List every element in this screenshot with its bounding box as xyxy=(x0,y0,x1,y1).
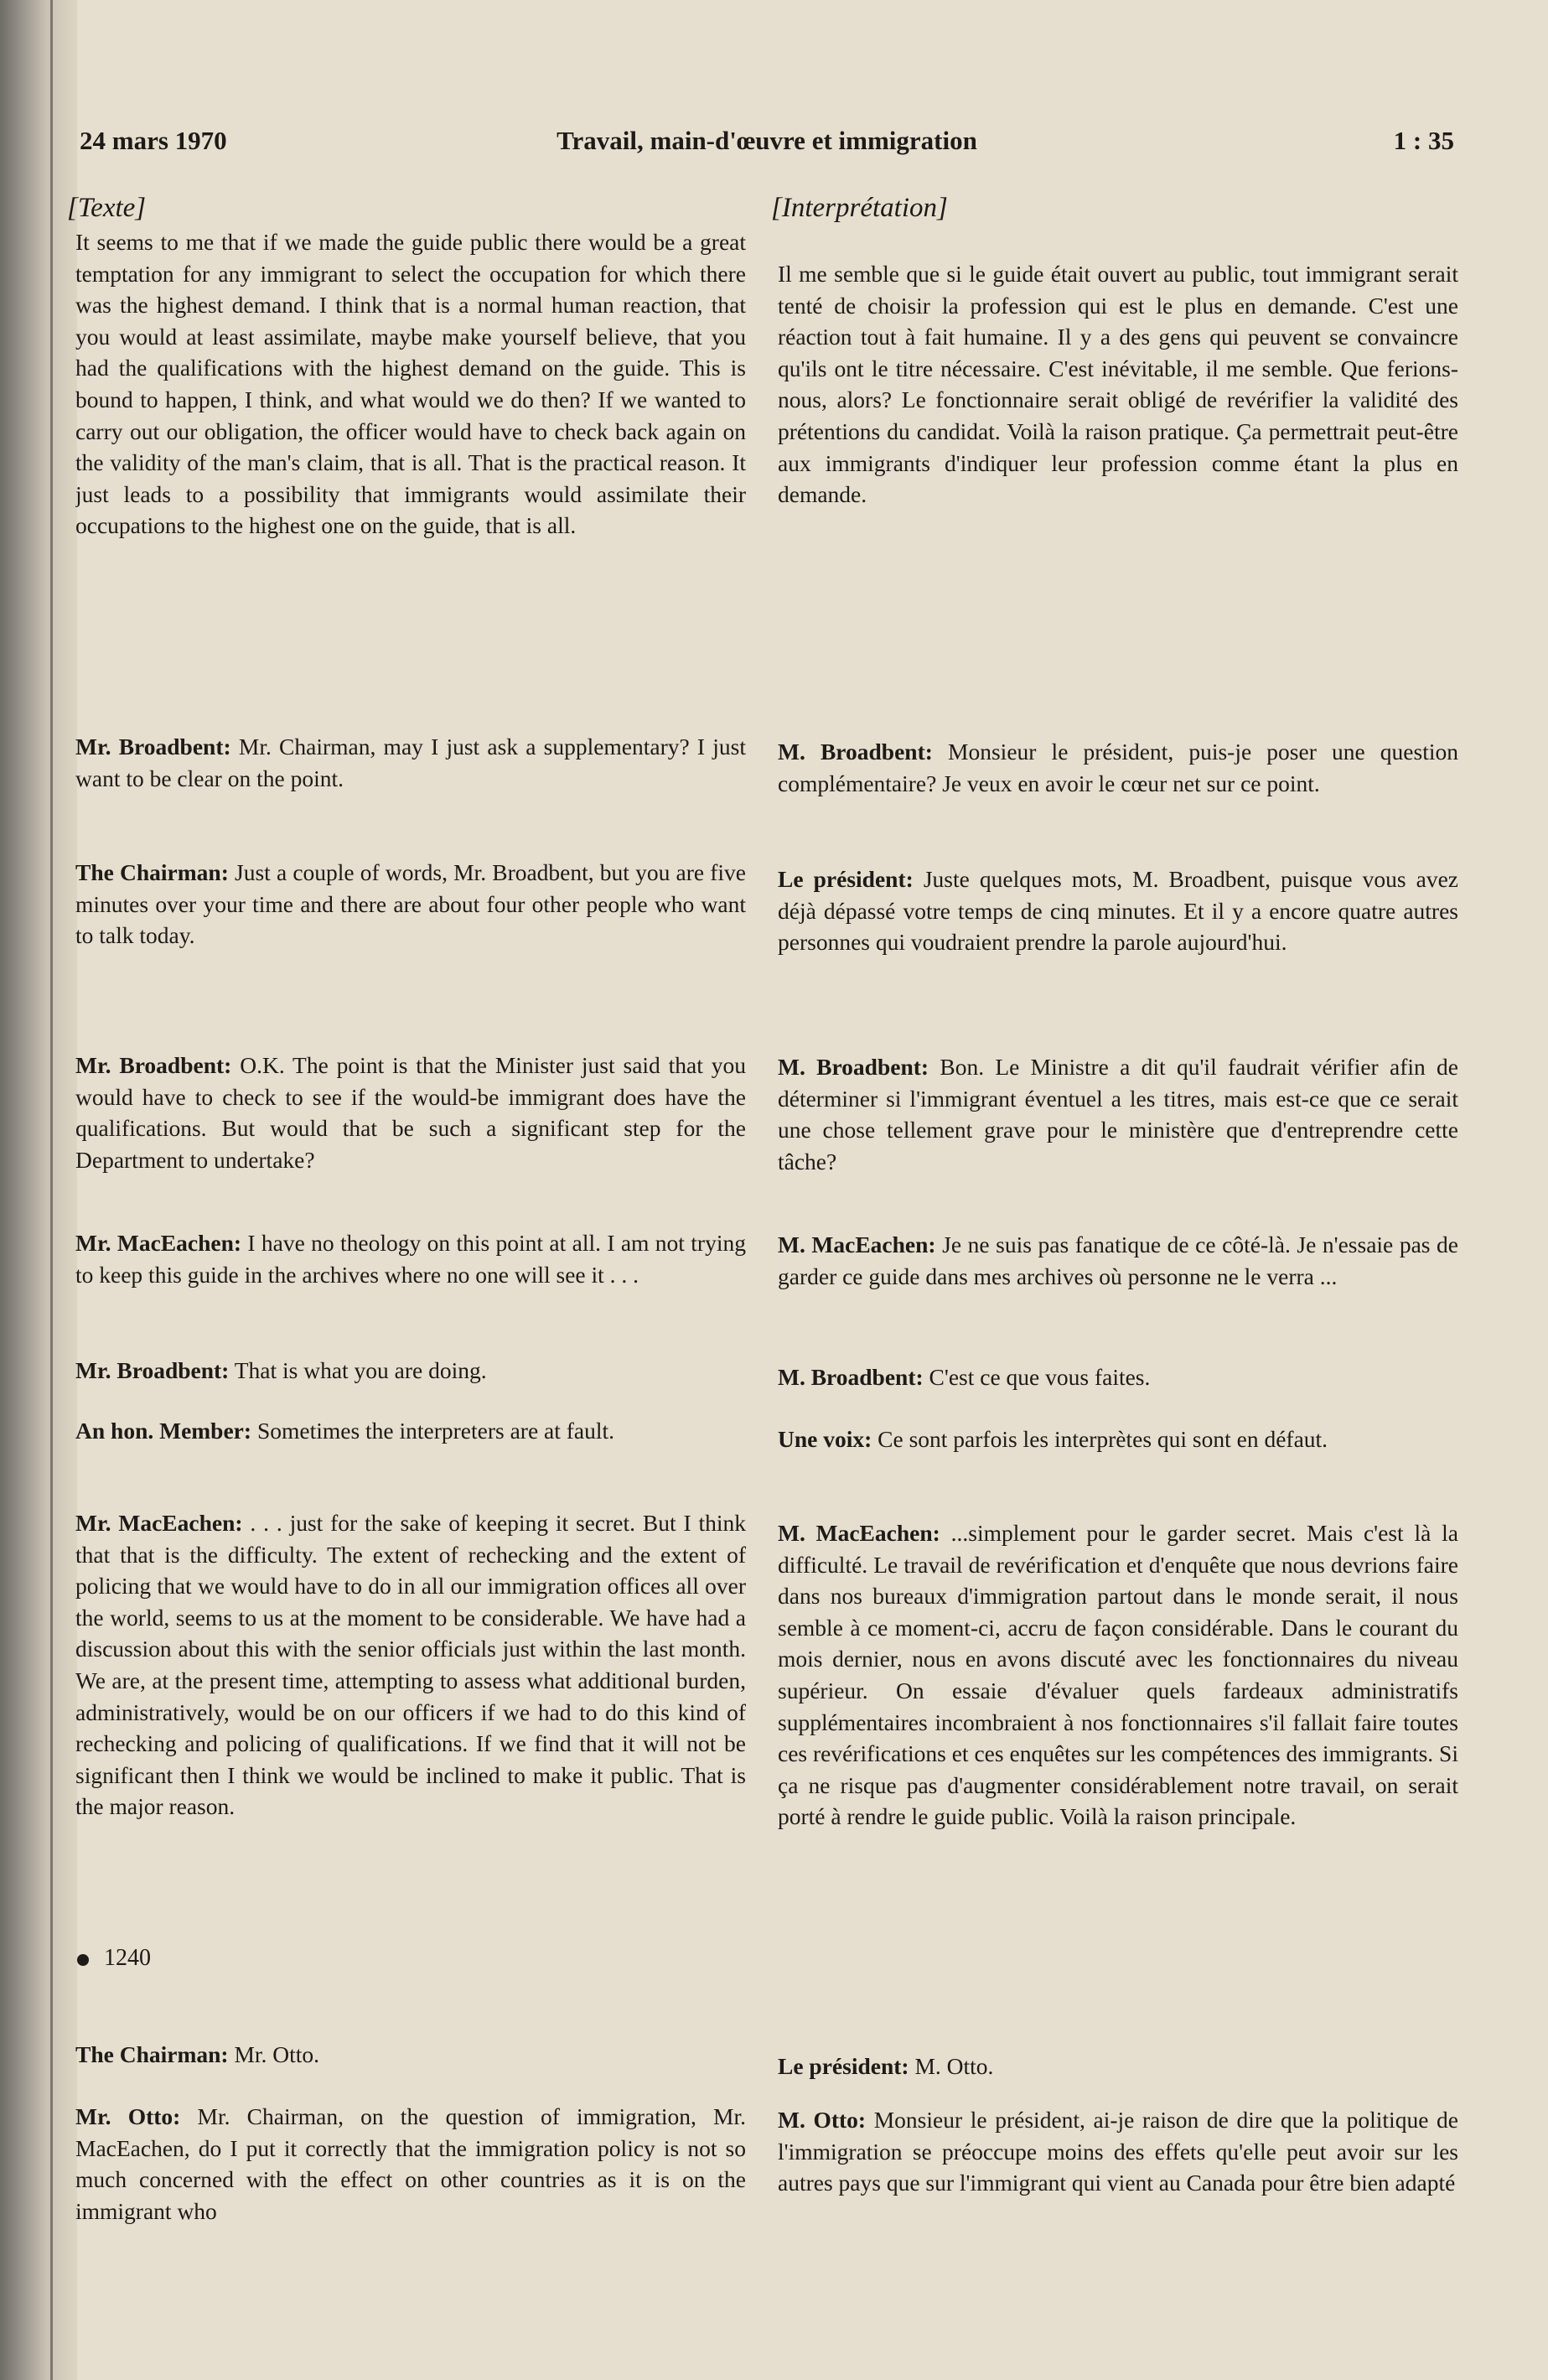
speaker-name: The Chairman: xyxy=(75,2041,229,2067)
english-paragraph xyxy=(75,1507,746,1823)
speech-text: Mr. Chairman, may I just ask a supplementary? I just want to be clear on the point. xyxy=(75,734,746,791)
speaker-name: Une voix: xyxy=(778,1426,872,1452)
english-paragraph xyxy=(75,731,746,794)
english-paragraph xyxy=(75,2039,746,2071)
header-date: 24 mars 1970 xyxy=(80,126,227,155)
speech-text: Monsieur le président, puis-je poser une question complémentaire? Je veux en avoir le cœur net sur ce point. xyxy=(778,739,1458,796)
speaker-name: Mr. MacEachen: xyxy=(75,1230,242,1256)
english-paragraph xyxy=(75,226,746,542)
speech-text: Just a couple of words, Mr. Broadbent, but you are five minutes over your time and there are about four other people who want to talk today. xyxy=(75,859,746,949)
header-title: Travail, main-d'œuvre et immigration xyxy=(557,126,977,155)
french-paragraph xyxy=(778,1361,1458,1393)
speech-text: Ce sont parfois les interprètes qui sont en défaut. xyxy=(878,1426,1328,1452)
speech-text: Il me semble que si le guide était ouvert au public, tout immigrant serait tenté de choisir la profession qui est le plus en demande. C'est une réaction tout à fait humaine. Il y a des gens qui peuvent se convaincre qu'ils ont le titre nécessaire. C'est inévitable, il me semble. Que ferions-nous, alors? Le fonctionnaire serait obligé de revérifier la validité des prétentions du candidat. Voilà la raison pratique. Ça permettrait peut-être aux immigrants d'indiquer leur profession comme étant la plus en demande. xyxy=(778,261,1458,508)
speech-text: Bon. Le Ministre a dit qu'il faudrait vérifier afin de déterminer si l'immigrant éventuel a les titres, mais est-ce que ce serait une chose tellement grave pour le ministère que d'entreprendre cette tâche? xyxy=(778,1054,1458,1174)
speaker-name: M. Broadbent: xyxy=(778,739,933,765)
speech-text: That is what you are doing. xyxy=(234,1357,487,1383)
french-paragraph xyxy=(778,258,1458,511)
french-paragraph xyxy=(778,2051,1458,2082)
speech-text: I have no theology on this point at all. I am not trying to keep this guide in the archives where no one will see it . . . xyxy=(75,1230,746,1288)
speaker-name: Mr. Otto: xyxy=(75,2103,181,2129)
english-paragraph xyxy=(75,1227,746,1290)
speaker-name: M. Broadbent: xyxy=(778,1054,929,1080)
book-gutter xyxy=(0,0,77,2380)
english-paragraph xyxy=(75,1050,746,1175)
speaker-name: The Chairman: xyxy=(75,859,229,885)
speaker-name: Le président: xyxy=(778,866,914,892)
english-paragraph xyxy=(75,857,746,951)
bullet-icon xyxy=(77,1954,89,1966)
time-marker xyxy=(77,1945,151,1972)
speaker-name: M. MacEachen: xyxy=(778,1231,936,1257)
time-marker-text: 1240 xyxy=(104,1945,151,1971)
speaker-name: M. Otto: xyxy=(778,2107,867,2133)
french-paragraph xyxy=(778,1517,1458,1833)
running-header xyxy=(80,126,1454,159)
column-label-interpretation: [Interprétation] xyxy=(771,193,948,223)
speech-text: Sometimes the interpreters are at fault. xyxy=(256,1418,615,1444)
speech-text: M. Otto. xyxy=(914,2053,994,2079)
speech-text: It seems to me that if we made the guide public there would be a great temptation for any immigrant to select the occupation for which there was the highest demand. I think that is a normal human reaction, that you would at least assimilate, maybe make yourself believe, that you had the qualifications with the highest demand on the guide. This is bound to happen, I think, and what would we do then? If we wanted to carry out our obligation, the officer would have to check back again on the validity of the man's claim, that is all. That is the practical reason. It just leads to a possibility that immigrants would assimilate their occupations to the highest one on the guide, that is all. xyxy=(75,229,746,539)
speech-text: C'est ce que vous faites. xyxy=(929,1364,1151,1390)
speech-text: Je ne suis pas fanatique de ce côté-là. Je n'essaie pas de garder ce guide dans mes archives où personne ne le verra ... xyxy=(778,1231,1458,1289)
speech-text: Monsieur le président, ai-je raison de dire que la politique de l'immigration se préoccupe moins des effets qu'elle peut avoir sur les autres pays que sur l'immigrant qui vient au Canada pour être bien adapté xyxy=(778,2107,1458,2196)
speech-text: . . . just for the sake of keeping it secret. But I think that that is the difficulty. The extent of rechecking and the extent of policing that we would have to do in all our immigration offices all over the world, seems to us at the moment to be considerable. We have had a discussion about this with the senior officials just within the last month. We are, at the present time, attempting to assess what additional burden, administratively, would be on our officers if we had to do this kind of rechecking and policing of qualifications. If we find that it will not be significant then I think we would be inclined to make it public. That is the major reason. xyxy=(75,1510,746,1820)
speech-text: ...simplement pour le garder secret. Mais c'est là la difficulté. Le travail de revérification et d'enquête que nous devrions faire dans nos bureaux d'immigration partout dans le monde serait, il nous semble à ce moment-ci, accru de façon considérable. Dans le courant du mois dernier, nous en avons discuté avec les fonctionnaires du niveau supérieur. On essaie d'évaluer quels fardeaux administratifs supplémentaires incombraient à nos fonctionnaires s'il fallait faire toutes ces revérifications et ces enquêtes sur les compétences des immigrants. Si ça ne risque pas d'augmenter considérablement notre travail, on serait porté à rendre le guide public. Voilà la raison principale. xyxy=(778,1520,1458,1830)
speech-text: Juste quelques mots, M. Broadbent, puisque vous avez déjà dépassé votre temps de cinq minutes. Et il y a encore quatre autres personnes qui voudraient prendre la parole aujourd'hui. xyxy=(778,866,1458,956)
speaker-name: Mr. MacEachen: xyxy=(75,1510,243,1536)
french-paragraph xyxy=(778,1051,1458,1177)
header-page-number: 1 : 35 xyxy=(1393,126,1454,155)
speaker-name: M. Broadbent: xyxy=(778,1364,924,1390)
speech-text: Mr. Otto. xyxy=(234,2041,320,2067)
binding-edge xyxy=(50,0,53,2380)
french-paragraph xyxy=(778,1229,1458,1292)
french-paragraph xyxy=(778,1423,1458,1455)
speaker-name: Mr. Broadbent: xyxy=(75,1357,230,1383)
english-paragraph xyxy=(75,1415,746,1447)
english-paragraph xyxy=(75,1355,746,1387)
english-paragraph xyxy=(75,2101,746,2227)
speech-text: Mr. Chairman, on the question of immigration, Mr. MacEachen, do I put it correctly that the immigration policy is not so much concerned with the effect on other countries as it is on the immigrant who xyxy=(75,2103,746,2224)
speaker-name: An hon. Member: xyxy=(75,1418,252,1444)
column-label-texte: [Texte] xyxy=(67,193,147,223)
french-paragraph xyxy=(778,863,1458,958)
speaker-name: Mr. Broadbent: xyxy=(75,1052,232,1078)
speaker-name: Mr. Broadbent: xyxy=(75,734,231,760)
speaker-name: Le président: xyxy=(778,2053,909,2079)
speech-text: O.K. The point is that the Minister just said that you would have to check to see if the would-be immigrant does have the qualifications. But would that be such a significant step for the Department to undertake? xyxy=(75,1052,746,1173)
french-paragraph xyxy=(778,736,1458,799)
speaker-name: M. MacEachen: xyxy=(778,1520,940,1546)
french-paragraph xyxy=(778,2104,1458,2199)
